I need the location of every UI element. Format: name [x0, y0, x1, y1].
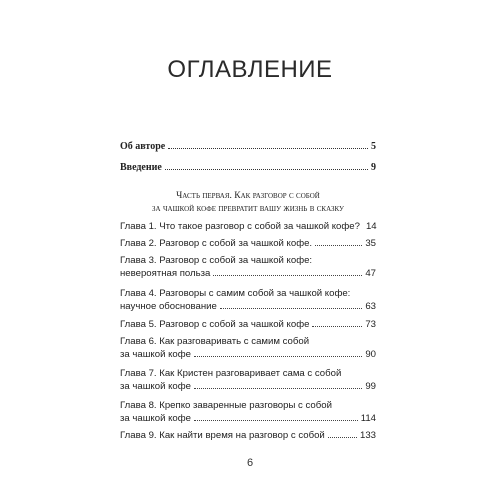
dot-leader [194, 355, 362, 357]
dot-leader [168, 147, 368, 149]
chapter-page: 63 [365, 301, 376, 312]
toc-entry-label: Введение [120, 162, 162, 173]
dot-leader [312, 325, 362, 327]
dot-leader [194, 419, 358, 421]
chapter-title-line2: научное обоснование [120, 301, 217, 312]
toc-entry-introduction [120, 162, 376, 173]
toc-chapter-7 [120, 367, 376, 393]
dot-leader [213, 274, 362, 276]
dot-leader [315, 244, 362, 246]
dot-leader [328, 436, 357, 438]
chapter-title-line1: Глава 7. Как Кристен разговаривает сама с собой [120, 368, 342, 379]
chapter-page: 99 [365, 381, 376, 392]
chapter-title-line1: Глава 6. Как разговаривать с самим собой [120, 336, 310, 347]
toc-chapter-3 [120, 254, 376, 280]
chapter-title-line2: за чашкой кофе [120, 381, 191, 392]
chapter-title-line1: Глава 3. Разговор с собой за чашкой кофе: [120, 255, 313, 266]
part-heading [120, 190, 376, 216]
chapter-page: 35 [365, 238, 376, 249]
chapter-title: Глава 5. Разговор с собой за чашкой кофе [120, 319, 310, 330]
page-number: 6 [246, 457, 254, 469]
chapter-page: 90 [365, 349, 376, 360]
chapter-page: 73 [365, 319, 376, 330]
toc-entry-page: 5 [371, 141, 376, 152]
toc-chapter-4 [120, 287, 376, 313]
toc-chapter-9 [120, 429, 376, 442]
chapter-page: 133 [359, 430, 376, 441]
toc-chapter-2 [120, 237, 376, 250]
chapter-page: 114 [360, 413, 376, 424]
chapter-title-line2: за чашкой кофе [120, 349, 191, 360]
chapter-title-line2: невероятная польза [120, 268, 211, 279]
toc-chapter-8 [120, 399, 376, 425]
toc-entry-label: Об авторе [120, 141, 166, 152]
page-title: ОГЛАВЛЕНИЕ [167, 56, 333, 83]
chapter-title-line1: Глава 4. Разговоры с самим собой за чашкой кофе: [120, 288, 351, 299]
dot-leader [165, 168, 368, 170]
chapter-title-line2: за чашкой кофе [120, 413, 191, 424]
toc-chapter-6 [120, 335, 376, 361]
part-heading-line2: за чашкой кофе превратит вашу жизнь в сказку [152, 204, 344, 214]
chapter-title: Глава 9. Как найти время на разговор с собой [120, 430, 325, 441]
toc-chapter-5 [120, 318, 376, 331]
toc-entry-about-author [120, 141, 376, 152]
toc-chapter-1 [120, 220, 376, 233]
chapter-page: 47 [365, 268, 376, 279]
toc-entry-page: 9 [371, 162, 376, 173]
part-heading-line1: Часть первая. Как разговор с собой [176, 191, 320, 201]
dot-leader [220, 307, 362, 309]
chapter-page: 14 [365, 221, 377, 232]
dot-leader [194, 387, 362, 389]
chapter-title-line1: Глава 8. Крепко заваренные разговоры с собой [120, 400, 332, 411]
chapter-title: Глава 2. Разговор с собой за чашкой кофе. [120, 238, 313, 249]
chapter-title: Глава 1. Что такое разговор с собой за чашкой кофе? [120, 221, 360, 232]
